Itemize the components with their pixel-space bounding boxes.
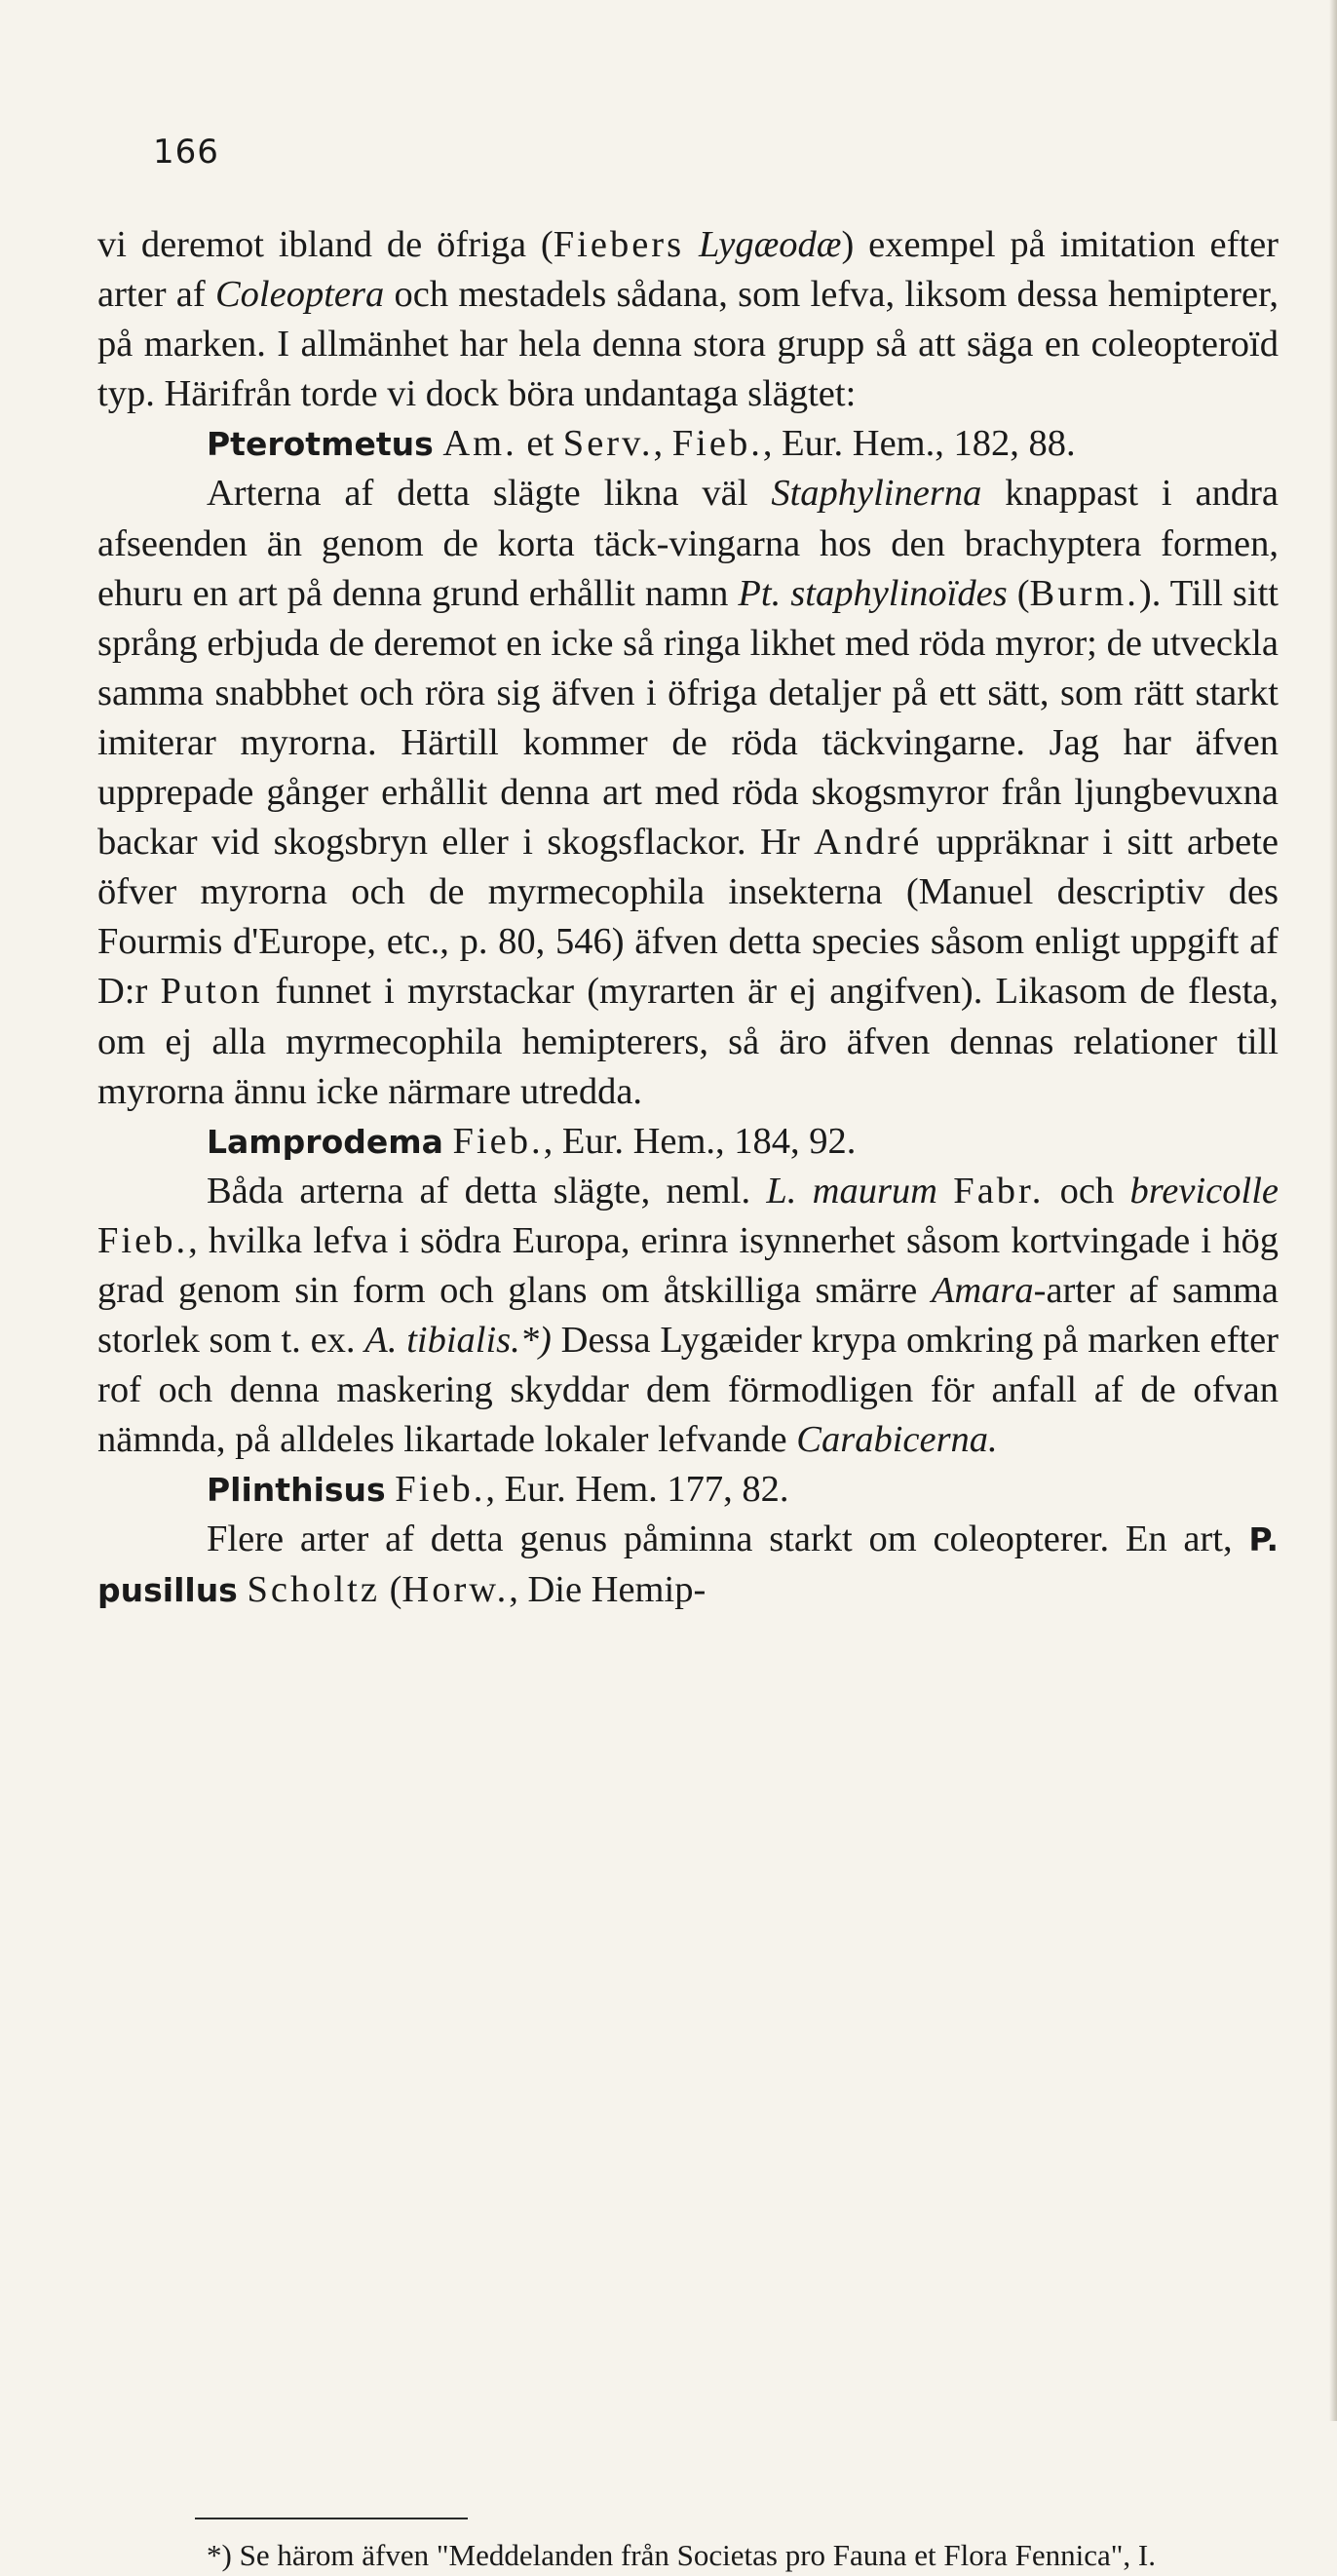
- text-run: [434, 423, 443, 464]
- author-name: Burm.: [1029, 572, 1139, 614]
- italic-text: L. maurum: [766, 1170, 937, 1211]
- italic-text: Lygæodæ: [698, 224, 842, 265]
- italic-text: Carabicerna.: [796, 1419, 998, 1461]
- text-run: , Eur. Hem., 184, 92.: [543, 1120, 857, 1162]
- text-run: vi deremot ibland de öfriga (: [97, 224, 554, 265]
- text-run: , Eur. Hem., 182, 88.: [762, 423, 1076, 465]
- text-run: Flere arter af detta genus påminna starkt om coleopterer. En art,: [207, 1519, 1249, 1560]
- text-run: , hvilka lefva i södra Europa, erinra isynnerhet såsom kortvingade i hög grad genom sin form och glans om åtskilliga smärre: [97, 1219, 1279, 1311]
- genus-heading: Lamprodema: [207, 1122, 443, 1161]
- italic-text: Amara: [931, 1269, 1034, 1311]
- paragraph: [97, 1117, 1279, 1167]
- text-run: ,: [653, 423, 672, 465]
- author-name: Fieb.: [671, 423, 763, 465]
- author-name: Fieb.: [97, 1219, 189, 1261]
- text-run: (: [1007, 572, 1030, 614]
- genus-heading: P. pusillus: [97, 1520, 1279, 1609]
- italic-text: Staphylinerna: [771, 473, 982, 515]
- text-run: (: [379, 1568, 402, 1610]
- paragraph: [97, 220, 1279, 419]
- text-run: och mestadels sådana, som lefva, liksom dessa hemipterer, på marken. I allmänhet har hela denna stora grupp så att säga en coleopteroïd typ. Härifrån torde vi dock böra undantaga slägtet:: [97, 274, 1279, 415]
- italic-text: Pt. staphylinoïdes: [738, 572, 1008, 614]
- text-run: Arterna af detta slägte likna väl: [207, 473, 772, 515]
- author-name: Puton: [160, 971, 263, 1013]
- page-number: 166: [153, 133, 219, 172]
- paragraph: [97, 419, 1279, 469]
- page-edge-shadow: [1329, 0, 1337, 2421]
- text-run: Båda arterna af detta slägte, neml.: [207, 1170, 767, 1211]
- author-name: André: [814, 822, 923, 864]
- author-name: Am.: [442, 423, 517, 465]
- text-run: [684, 224, 699, 265]
- text-run: [443, 1121, 453, 1162]
- author-name: Fabr.: [953, 1170, 1045, 1211]
- author-name: Scholtz: [247, 1568, 380, 1610]
- footnote-rule: [195, 2518, 468, 2519]
- italic-text: Coleoptera: [214, 274, 385, 316]
- paragraph: [97, 1515, 1279, 1614]
- text-run: Dessa Lygæider krypa omkring på marken efter rof och denna maskering skyddar dem förmodligen för anfall af de ofvan nämnda, på alldeles likartade lokaler lefvande: [97, 1320, 1279, 1461]
- text-run: [386, 1469, 396, 1510]
- italic-text: A. tibialis.*): [364, 1320, 552, 1362]
- text-run: ). Till sitt språng erbjuda de deremot en icke så ringa likhet med röda myror; de utveckla samma snabbhet och röra sig äfven i öfriga detaljer på ett sätt, som rätt starkt imiterar myrorna. Härtill kommer de röda täckvingarne. Jag har äfven upprepade gånger erhållit denna art med röda skogsmyror från ljungbevuxna backar vid skogsbryn eller i skogsflackor. Hr: [97, 572, 1279, 864]
- author-name: Horw.: [401, 1568, 510, 1610]
- paragraph: [97, 1167, 1279, 1466]
- text-run: funnet i myrstackar (myrarten är ej angifven). Likasom de flesta, om ej alla myrmecophila hemipterers, så äro äfven dennas relationer till myrorna ännu icke närmare utredda.: [97, 971, 1280, 1112]
- text-run: , Eur. Hem. 177, 82.: [485, 1469, 789, 1511]
- footnote: *) Se härom äfven "Meddelanden från Societas pro Fauna et Flora Fennica", I.: [207, 2538, 1156, 2572]
- paragraph: [97, 469, 1279, 1116]
- text-run: [937, 1171, 953, 1211]
- text-run: och: [1044, 1170, 1130, 1211]
- author-name: Fiebers: [553, 224, 685, 265]
- italic-text: brevicolle: [1129, 1170, 1279, 1211]
- paragraph: [97, 1465, 1279, 1515]
- genus-heading: Pterotmetus: [207, 425, 434, 464]
- text-run: uppräknar i sitt arbete öfver myrorna och de myrmecophila insekterna (Manuel descriptiv des Fourmis d'Europe, etc., p. 80, 546) äfven detta species såsom enligt uppgift af D:r: [97, 822, 1279, 1013]
- text-run: knappast i andra afseenden än genom de korta täck-vingarna hos den brachyptera formen, ehuru en art på denna grund erhållit namn: [97, 473, 1279, 614]
- text-run: et: [516, 423, 563, 465]
- author-name: Fieb.: [395, 1469, 486, 1511]
- text-run: [238, 1569, 248, 1610]
- text-run: , Die Hemip-: [509, 1568, 707, 1610]
- text-run: -arter af samma storlek som t. ex.: [97, 1269, 1280, 1362]
- author-name: Serv.: [562, 423, 654, 465]
- genus-heading: Plinthisus: [207, 1471, 386, 1510]
- body-text: [97, 220, 1279, 1615]
- text-run: ) exempel på imitation efter arter af: [97, 224, 1280, 316]
- author-name: Fieb.: [452, 1120, 544, 1162]
